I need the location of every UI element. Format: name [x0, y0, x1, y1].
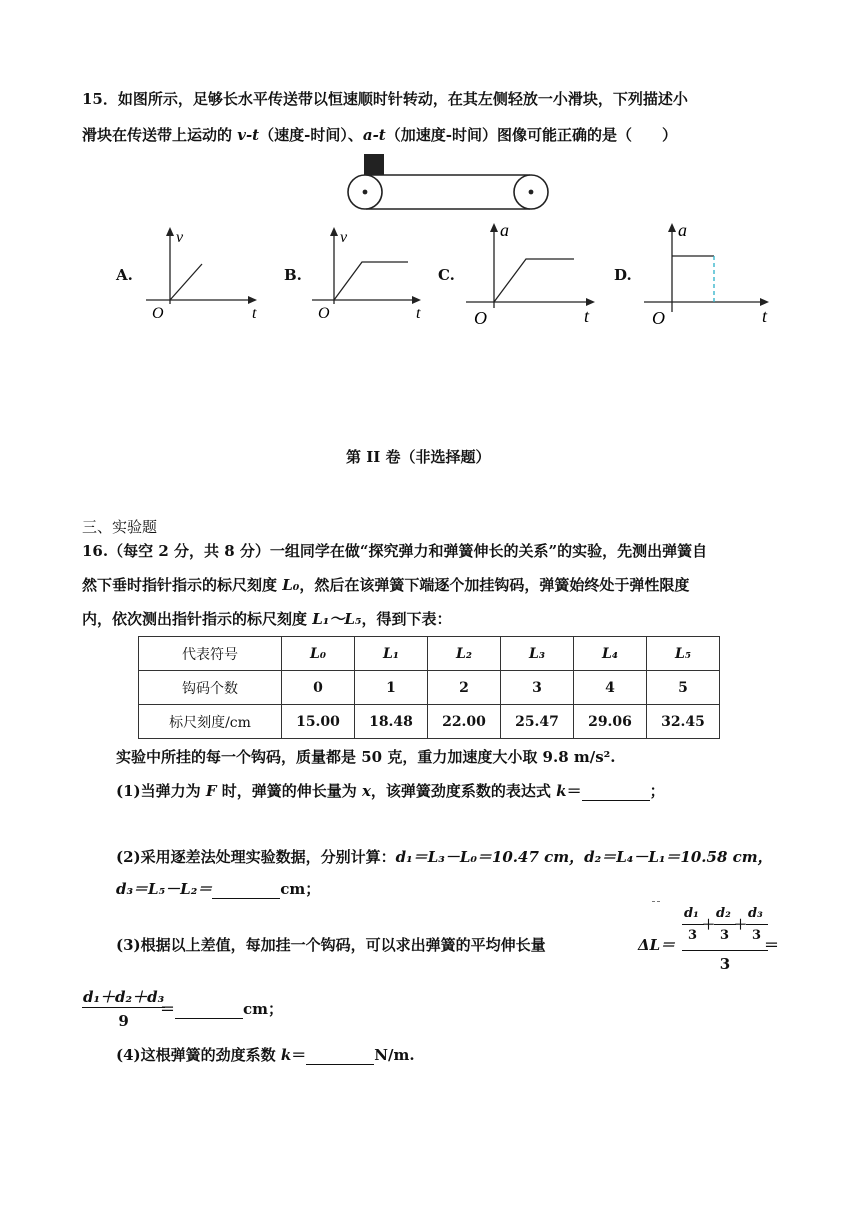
q16-part1 — [116, 780, 665, 801]
vt-symbol: v-t — [237, 126, 260, 144]
graph-a-xaxis-label: t — [252, 305, 257, 322]
answer-blank-3[interactable] — [175, 1000, 243, 1019]
q16-line3-text-a: 内，依次测出指针指示的标尺刻度 — [82, 610, 313, 628]
d2-expression: d₂＝L₄－L₁＝10.58 cm， — [584, 848, 773, 866]
option-a-label: A. — [116, 266, 133, 284]
table-cell: 29.06 — [574, 705, 647, 739]
l0-symbol: L₀ — [282, 576, 300, 594]
part2-text-a: (2)采用逐差法处理实验数据，分别计算： — [116, 848, 396, 866]
q16-part2 — [116, 846, 773, 867]
graph-a-line — [170, 264, 202, 300]
table-cell: L₀ — [282, 637, 355, 671]
table-cell: 15.00 — [282, 705, 355, 739]
part1-end: ； — [649, 782, 665, 800]
at-symbol: a-t — [362, 126, 386, 144]
frac-d2-den: 3 — [720, 928, 730, 943]
part2-unit: cm； — [280, 880, 321, 898]
frac-plus-2: ＋ — [734, 918, 748, 933]
d3-expression: d₃＝L₅－L₂＝ — [116, 880, 213, 898]
graph-b-line — [334, 262, 408, 300]
avg-fraction — [682, 906, 768, 973]
option-d-label: D. — [614, 266, 632, 284]
graph-d-xaxis-label: t — [762, 306, 768, 326]
q16-line2-text-b: ，然后在该弹簧下端逐个加挂钩码，弹簧始终处于弹性限度 — [299, 576, 690, 594]
table-cell: 2 — [428, 671, 501, 705]
k-symbol-2: k — [280, 1046, 292, 1064]
part1-text-b: 时，弹簧的伸长量为 — [216, 782, 362, 800]
graph-c — [462, 212, 602, 328]
q16-part4 — [116, 1044, 415, 1065]
q16-part3 — [116, 934, 546, 955]
table-cell: 25.47 — [501, 705, 574, 739]
table-cell: 代表符号 — [139, 637, 282, 671]
l1-l5-symbol: L₁～L₅ — [312, 610, 362, 628]
delta-l-symbol: ΔL＝ — [638, 936, 676, 954]
table-cell: L₁ — [355, 637, 428, 671]
graph-b-xaxis-label: t — [416, 305, 421, 322]
q16-line1: 16.（每空 2 分，共 8 分）一组同学在做“探究弹力和弹簧伸长的关系”的实验，先测出弹簧自 — [82, 542, 708, 560]
table-row — [139, 637, 720, 671]
x-symbol: x — [361, 782, 371, 800]
section-3-title: 三、实验题 — [82, 518, 158, 536]
answer-blank-1[interactable] — [582, 782, 650, 801]
part3-text-a: (3)根据以上差值，每加挂一个钩码，可以求出弹簧的平均伸长量 — [116, 936, 546, 954]
part3-unit: cm； — [243, 1000, 284, 1018]
conveyor-belt-figure — [340, 150, 560, 216]
option-b-label: B. — [284, 266, 302, 284]
q16-line3-text-b: ，得到下表： — [361, 610, 452, 628]
table-cell: 3 — [501, 671, 574, 705]
table-cell: 标尺刻度/cm — [139, 705, 282, 739]
q16-line2 — [82, 574, 689, 595]
part4-equals: ＝ — [291, 1046, 307, 1064]
part1-text-c: ，该弹簧劲度系数的表达式 — [370, 782, 557, 800]
table-row — [139, 705, 720, 739]
d1-expression: d₁＝L₃－L₀＝10.47 cm， — [395, 848, 585, 866]
graph-b-origin: O — [318, 305, 330, 322]
q15-line1: 15．如图所示，足够长水平传送带以恒速顺时针转动，在其左侧轻放一小滑块，下列描述小 — [82, 90, 688, 108]
graph-b-yaxis-label: v — [340, 229, 348, 246]
q16-note: 实验中所挂的每一个钩码，质量都是 50 克，重力加速度大小取 9.8 m/s². — [116, 748, 616, 766]
table-cell: 18.48 — [355, 705, 428, 739]
table-cell: 22.00 — [428, 705, 501, 739]
table-cell: L₂ — [428, 637, 501, 671]
frac-d2: d₂ — [716, 906, 731, 921]
table-cell: L₅ — [647, 637, 720, 671]
frac-d1-den: 3 — [688, 928, 698, 943]
table-cell: 钩码个数 — [139, 671, 282, 705]
graph-b — [306, 222, 436, 324]
slider-block — [364, 154, 384, 175]
spring-data-table — [138, 636, 720, 739]
q15-text-c: （加速度-时间）图像可能正确的是（ ） — [385, 126, 677, 144]
q15-text-b: （速度-时间）、 — [259, 126, 363, 144]
avg-fraction-denominator: 3 — [719, 955, 731, 973]
part1-equals: ＝ — [566, 782, 582, 800]
sum-fraction-num: d₁＋d₂＋d₃ — [83, 988, 165, 1006]
q15-text-a: 滑块在传送带上运动的 — [82, 126, 238, 144]
f-symbol: F — [205, 782, 217, 800]
sum-fraction-den: 9 — [118, 1012, 129, 1030]
graph-a — [140, 222, 270, 324]
table-row — [139, 671, 720, 705]
q16-line2-text-a: 然下垂时指针指示的标尺刻度 — [82, 576, 283, 594]
sum-fraction — [82, 986, 165, 1030]
left-pulley-axle — [363, 190, 368, 195]
part1-text-a: (1)当弹力为 — [116, 782, 206, 800]
table-cell: 32.45 — [647, 705, 720, 739]
graph-d-origin: O — [652, 308, 665, 328]
frac-plus-1: ＋ — [702, 918, 716, 933]
part4-unit: N/m. — [374, 1046, 415, 1064]
table-cell: 1 — [355, 671, 428, 705]
graph-c-yaxis-label: a — [500, 220, 509, 240]
frac-d3-den: 3 — [752, 928, 762, 943]
avg-fraction-numerator — [682, 906, 768, 951]
table-cell: 4 — [574, 671, 647, 705]
table-cell: 0 — [282, 671, 355, 705]
table-cell: L₃ — [501, 637, 574, 671]
k-symbol: k — [556, 782, 567, 800]
q16-part2-line2 — [116, 878, 320, 899]
graph-a-yaxis-label: v — [176, 229, 184, 246]
right-pulley-axle — [529, 190, 534, 195]
graph-d — [640, 212, 780, 328]
graph-a-origin: O — [152, 305, 164, 322]
q16-part3-line2 — [160, 998, 283, 1019]
part3-equals-2: ＝ — [160, 1000, 176, 1018]
frac-d1: d₁ — [684, 906, 699, 921]
q16-line3 — [82, 608, 451, 629]
option-c-label: C. — [438, 266, 455, 284]
avg-bar-mark — [652, 901, 660, 902]
table-cell: L₄ — [574, 637, 647, 671]
section-2-title: 第 II 卷（非选择题） — [346, 448, 491, 466]
part4-text-a: (4)这根弹簧的劲度系数 — [116, 1046, 281, 1064]
table-cell: 5 — [647, 671, 720, 705]
graph-c-origin: O — [474, 308, 487, 328]
frac-d3: d₃ — [748, 906, 763, 921]
answer-blank-2[interactable] — [212, 880, 280, 899]
graph-c-xaxis-label: t — [584, 306, 590, 326]
q15-line2 — [82, 124, 677, 145]
graph-c-line — [494, 259, 574, 302]
part3-equals: ＝ — [764, 936, 780, 954]
graph-d-yaxis-label: a — [678, 220, 687, 240]
answer-blank-4[interactable] — [306, 1046, 374, 1065]
